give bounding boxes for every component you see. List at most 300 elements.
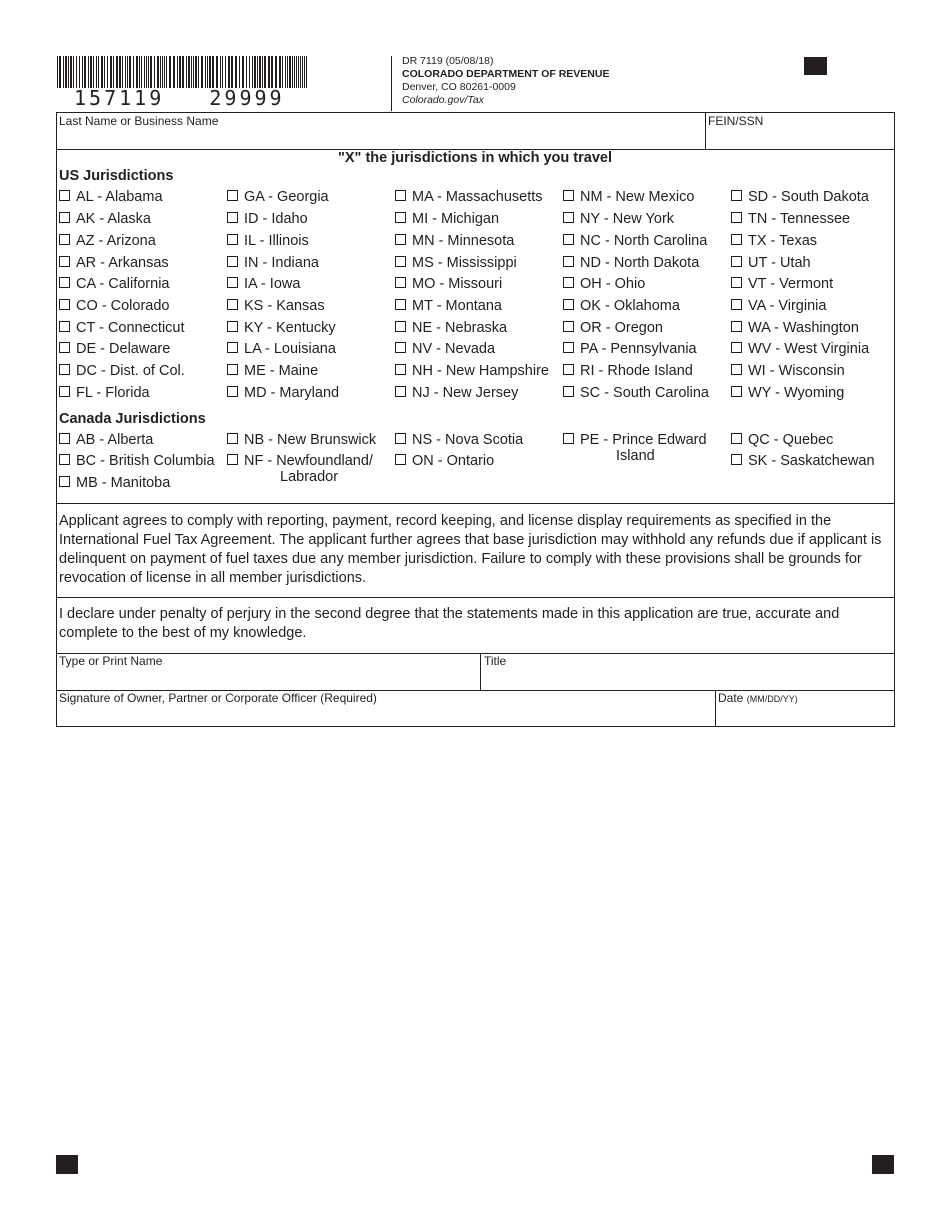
barcode-bar [79,56,80,88]
jurisdiction-label: CA - California [76,276,170,292]
barcode-bar [212,56,214,88]
jurisdiction-item[interactable] [227,320,336,336]
jurisdiction-label: AL - Alabama [76,189,163,205]
barcode-bar [228,56,230,88]
barcode-bar [173,56,175,88]
jurisdiction-label: DC - Dist. of Col. [76,363,185,379]
jurisdiction-item[interactable] [563,320,663,336]
jurisdiction-label-line2: Labrador [280,469,339,485]
barcode-bar [177,56,178,88]
checkbox[interactable] [59,234,70,245]
jurisdiction-item[interactable] [731,276,833,292]
jurisdiction-item[interactable] [563,298,680,314]
checkbox[interactable] [731,364,742,375]
barcode-bar [146,56,147,88]
barcode-bar [119,56,121,88]
jurisdiction-item[interactable] [395,320,507,336]
jurisdiction-label: OK - Oklahoma [580,298,680,314]
checkbox[interactable] [395,386,406,397]
jurisdiction-label: ON - Ontario [412,453,495,469]
barcode-bar [285,56,286,88]
jurisdiction-item[interactable] [731,255,811,271]
jurisdiction-label: FL - Florida [76,385,150,401]
title-label: Title [484,654,507,668]
barcode-bar [68,56,69,88]
checkbox[interactable] [563,364,574,375]
barcode-bar [76,56,77,88]
barcode-bar [271,56,273,88]
barcode-bar [222,56,223,88]
checkbox[interactable] [731,386,742,397]
print-name-label: Type or Print Name [59,654,163,668]
jurisdiction-label: UT - Utah [748,255,811,271]
jurisdiction-item[interactable] [731,432,833,448]
checkbox[interactable] [59,299,70,310]
jurisdiction-label: MB - Manitoba [76,475,171,491]
canada-jurisdictions-heading: Canada Jurisdictions [59,411,206,427]
form-id: DR 7119 (05/08/18) [402,55,494,67]
registration-mark-bottom-left [56,1155,78,1174]
barcode-bar [201,56,203,88]
jurisdiction-item[interactable] [59,233,156,249]
barcode-bar [262,56,263,88]
barcode-bar [268,56,270,88]
jurisdiction-item[interactable] [731,363,845,379]
jurisdiction-item[interactable] [59,255,169,271]
jurisdiction-item[interactable] [59,341,170,357]
jurisdiction-item[interactable] [731,189,869,205]
barcode-bar [127,56,128,88]
jurisdiction-label: QC - Quebec [748,432,834,448]
jurisdiction-item[interactable] [563,189,694,205]
jurisdiction-label: BC - British Columbia [76,453,215,469]
signature-field[interactable] [57,705,714,726]
barcode-bar [101,56,103,88]
checkbox[interactable] [227,212,238,223]
jurisdiction-label: NC - North Carolina [580,233,708,249]
jurisdiction-label: AK - Alaska [76,211,151,227]
barcode-bar [93,56,94,88]
jurisdiction-label: RI - Rhode Island [580,363,693,379]
jurisdiction-label: MA - Massachusetts [412,189,543,205]
jurisdiction-item[interactable] [731,211,850,227]
checkbox[interactable] [563,342,574,353]
date-format-hint: (MM/DD/YY) [746,694,798,704]
jurisdiction-label: OR - Oregon [580,320,663,336]
jurisdiction-item[interactable] [227,453,373,485]
checkbox[interactable] [59,364,70,375]
jurisdiction-label: CT - Connecticut [76,320,185,336]
department-address: Denver, CO 80261-0009 [402,81,516,93]
barcode [57,56,309,88]
jurisdiction-label: MT - Montana [412,298,502,314]
barcode-bar [205,56,206,88]
checkbox[interactable] [395,277,406,288]
barcode-bar [70,56,72,88]
checkbox[interactable] [731,321,742,332]
fein-label: FEIN/SSN [708,114,764,128]
jurisdiction-label: TN - Tennessee [748,211,851,227]
checkbox[interactable] [395,454,406,465]
jurisdiction-label: VA - Virginia [748,298,827,314]
barcode-bar [246,56,247,88]
header-divider [391,56,392,111]
jurisdiction-label: MD - Maryland [244,385,340,401]
barcode-bar [148,56,149,88]
jurisdiction-label: LA - Louisiana [244,341,336,357]
jurisdiction-item[interactable] [59,363,185,379]
checkbox[interactable] [731,256,742,267]
checkbox[interactable] [563,433,574,444]
jurisdiction-label: PE - Prince Edward [580,432,707,448]
jurisdiction-label: MO - Missouri [412,276,503,292]
jurisdiction-item[interactable] [395,341,495,357]
jurisdiction-label: DE - Delaware [76,341,171,357]
barcode-bar [113,56,114,88]
jurisdiction-item[interactable] [395,432,523,448]
declaration-text: I declare under penalty of perjury in the second degree that the statements made in this application are true, accurate and complete to the best of my knowledge. [59,606,840,641]
checkbox[interactable] [731,234,742,245]
barcode-bar [125,56,126,88]
barcode-bar [84,56,86,88]
barcode-bar [63,56,64,88]
jurisdiction-label: WA - Washington [748,320,859,336]
barcode-bar [252,56,253,88]
checkbox[interactable] [731,454,742,465]
barcode-bar [294,56,295,88]
barcode-bar [129,56,131,88]
checkbox[interactable] [395,321,406,332]
jurisdiction-item[interactable] [59,475,170,491]
barcode-bar [191,56,192,88]
jurisdiction-label: NF - Newfoundland/ [244,453,373,469]
jurisdiction-item[interactable] [731,385,844,401]
business-name-label: Last Name or Business Name [59,114,219,128]
jurisdiction-item[interactable] [59,453,215,469]
jurisdiction-item[interactable] [395,211,499,227]
checkbox[interactable] [227,364,238,375]
barcode-bar [144,56,145,88]
barcode-bar [182,56,184,88]
jurisdiction-item[interactable] [59,385,150,401]
checkbox[interactable] [563,212,574,223]
jurisdiction-label: WY - Wyoming [748,385,845,401]
jurisdiction-item[interactable] [563,432,707,464]
checkbox[interactable] [227,299,238,310]
barcode-bar [193,56,194,88]
barcode-bar [242,56,244,88]
barcode-bar [154,56,155,88]
jurisdiction-label: GA - Georgia [244,189,329,205]
checkbox[interactable] [227,190,238,201]
jurisdiction-item[interactable] [563,363,693,379]
jurisdiction-item[interactable] [395,255,517,271]
checkbox[interactable] [395,433,406,444]
fein-field[interactable] [706,128,894,149]
checkbox[interactable] [395,212,406,223]
jurisdiction-item[interactable] [563,341,697,357]
jurisdiction-label: KY - Kentucky [244,320,336,336]
jurisdiction-label: ND - North Dakota [580,255,700,271]
checkbox[interactable] [395,364,406,375]
checkbox[interactable] [59,342,70,353]
barcode-bar [150,56,152,88]
checkbox[interactable] [59,321,70,332]
date-label-wrap [718,691,798,705]
jurisdiction-item[interactable] [59,298,169,314]
barcode-bar [292,56,293,88]
checkbox[interactable] [563,386,574,397]
checkbox[interactable] [227,234,238,245]
jurisdiction-item[interactable] [227,276,300,292]
checkbox[interactable] [395,190,406,201]
checkbox[interactable] [395,234,406,245]
checkbox[interactable] [731,277,742,288]
barcode-bar [162,56,163,88]
jurisdiction-label: OH - Ohio [580,276,646,292]
signature-label: Signature of Owner, Partner or Corporate Officer (Required) [59,691,377,705]
barcode-bar [300,56,301,88]
jurisdiction-item[interactable] [563,276,645,292]
checkbox[interactable] [227,386,238,397]
jurisdiction-label: SD - South Dakota [748,189,869,205]
barcode-bar [169,56,171,88]
checkbox[interactable] [59,277,70,288]
barcode-bar [275,56,277,88]
jurisdiction-item[interactable] [227,385,339,401]
jurisdiction-item[interactable] [395,453,494,469]
jurisdiction-label: NB - New Brunswick [244,432,377,448]
barcode-bar [59,56,61,88]
checkbox[interactable] [227,321,238,332]
registration-mark-top-right [804,57,827,75]
jurisdiction-item[interactable] [227,189,329,205]
checkbox[interactable] [563,277,574,288]
barcode-bar [249,56,250,88]
barcode-bar [90,56,92,88]
checkbox[interactable] [563,256,574,267]
checkbox[interactable] [59,190,70,201]
barcode-bar [157,56,159,88]
barcode-bar [107,56,108,88]
barcode-bar [65,56,67,88]
checkbox[interactable] [59,433,70,444]
jurisdictions-heading: "X" the jurisdictions in which you travel [338,150,612,166]
jurisdiction-label: TX - Texas [748,233,818,249]
barcode-bar [141,56,142,88]
registration-mark-bottom-right [872,1155,894,1174]
barcode-bar [259,56,261,88]
jurisdiction-item[interactable] [227,341,336,357]
barcode-bar [257,56,258,88]
jurisdiction-item[interactable] [227,211,308,227]
jurisdiction-label: AR - Arkansas [76,255,169,271]
barcode-bar [188,56,190,88]
jurisdiction-item[interactable] [395,298,502,314]
checkbox[interactable] [59,476,70,487]
jurisdiction-label: VT - Vermont [748,276,834,292]
jurisdiction-item[interactable] [731,341,869,357]
barcode-bar [160,56,161,88]
barcode-bar [239,56,240,88]
barcode-bar [82,56,83,88]
barcode-bar [282,56,283,88]
jurisdiction-item[interactable] [563,211,674,227]
jurisdiction-item[interactable] [395,189,543,205]
title-field[interactable] [481,668,894,690]
barcode-bar [287,56,288,88]
checkbox[interactable] [227,256,238,267]
jurisdiction-item[interactable] [227,298,325,314]
jurisdiction-item[interactable] [563,385,709,401]
jurisdiction-label: KS - Kansas [244,298,325,314]
jurisdiction-label: AB - Alberta [76,432,154,448]
jurisdiction-label: SK - Saskatchewan [748,453,875,469]
jurisdiction-item[interactable] [59,432,153,448]
barcode-bar [110,56,112,88]
jurisdiction-item[interactable] [59,189,163,205]
jurisdiction-item[interactable] [731,453,875,469]
barcode-bar [207,56,208,88]
barcode-bar [296,56,297,88]
jurisdiction-label-line2: Island [616,448,655,464]
barcode-bar [88,56,89,88]
jurisdiction-item[interactable] [395,233,514,249]
us-jurisdictions-heading: US Jurisdictions [59,168,174,184]
jurisdiction-label: IN - Indiana [244,255,319,271]
barcode-bar [209,56,211,88]
jurisdiction-label: MN - Minnesota [412,233,515,249]
barcode-bar [133,56,134,88]
jurisdiction-item[interactable] [395,385,518,401]
jurisdiction-label: ME - Maine [244,363,319,379]
jurisdiction-item[interactable] [395,363,549,379]
barcode-bar [116,56,118,88]
jurisdiction-label: ID - Idaho [244,211,308,227]
checkbox[interactable] [227,342,238,353]
jurisdiction-item[interactable] [227,255,319,271]
barcode-bar [264,56,266,88]
barcode-bar [289,56,291,88]
barcode-bar [304,56,305,88]
department-website: Colorado.gov/Tax [402,94,484,106]
barcode-bar [220,56,221,88]
jurisdiction-item[interactable] [731,298,826,314]
checkbox[interactable] [227,454,238,465]
barcode-bar [179,56,181,88]
checkbox[interactable] [395,342,406,353]
jurisdiction-item[interactable] [563,255,699,271]
barcode-bar [254,56,256,88]
barcode-bar [96,56,97,88]
barcode-bar [198,56,199,88]
checkbox[interactable] [731,342,742,353]
jurisdiction-label: NY - New York [580,211,675,227]
checkbox[interactable] [59,454,70,465]
jurisdiction-label: NV - Nevada [412,341,496,357]
barcode-bar [104,56,105,88]
jurisdiction-item[interactable] [563,233,707,249]
checkbox[interactable] [563,321,574,332]
checkbox[interactable] [731,190,742,201]
jurisdiction-label: MI - Michigan [412,211,500,227]
jurisdiction-item[interactable] [59,211,151,227]
barcode-bar [279,56,281,88]
barcode-bar [164,56,165,88]
jurisdiction-item[interactable] [59,276,169,292]
agreement-text: Applicant agrees to comply with reporting, payment, record keeping, and license display requirements as specified in the International Fuel Tax Agreement. The applicant further agrees that base jurisdiction may withhold any refunds due if applicant is delinquent on payment of fuel taxes due any member jurisdiction. Failure to comply with these provisions shall be grounds for revocation of license in all member jurisdictions. [59,513,882,586]
checkbox[interactable] [563,299,574,310]
checkbox[interactable] [227,433,238,444]
jurisdiction-label: WI - Wisconsin [748,363,845,379]
barcode-bar [235,56,237,88]
jurisdiction-label: MS - Mississippi [412,255,517,271]
barcode-bar [166,56,167,88]
checkbox[interactable] [395,299,406,310]
barcode-number: 157119 29999 [74,86,285,110]
jurisdiction-item[interactable] [731,233,817,249]
barcode-bar [302,56,303,88]
jurisdiction-label: NM - New Mexico [580,189,695,205]
jurisdiction-item[interactable] [59,320,185,336]
barcode-bar [186,56,187,88]
jurisdiction-label: IL - Illinois [244,233,309,249]
barcode-bar [231,56,233,88]
jurisdiction-label: AZ - Arizona [76,233,156,249]
barcode-bar [136,56,138,88]
checkbox[interactable] [563,190,574,201]
jurisdiction-label: NE - Nebraska [412,320,508,336]
checkbox[interactable] [227,277,238,288]
date-label: Date [718,691,744,705]
jurisdiction-label: NH - New Hampshire [412,363,549,379]
barcode-bar [98,56,99,88]
barcode-bar [298,56,299,88]
checkbox[interactable] [731,212,742,223]
jurisdiction-label: CO - Colorado [76,298,170,314]
checkbox[interactable] [59,386,70,397]
checkbox[interactable] [731,299,742,310]
barcode-bar [57,56,58,88]
barcode-bar [306,56,307,88]
business-name-field[interactable] [57,128,704,149]
checkbox[interactable] [59,256,70,267]
barcode-bar [73,56,74,88]
jurisdiction-item[interactable] [227,233,309,249]
jurisdiction-label: WV - West Virginia [748,341,870,357]
form-header [402,55,609,107]
jurisdiction-item[interactable] [227,432,376,448]
jurisdiction-label: NS - Nova Scotia [412,432,524,448]
barcode-bar [216,56,218,88]
checkbox[interactable] [59,212,70,223]
jurisdiction-item[interactable] [731,320,859,336]
barcode-bar [139,56,140,88]
barcode-bar [122,56,123,88]
barcode-bar [225,56,226,88]
checkbox[interactable] [563,234,574,245]
checkbox[interactable] [395,256,406,267]
jurisdiction-item[interactable] [227,363,318,379]
print-name-field[interactable] [57,668,479,690]
date-field[interactable] [716,705,894,726]
jurisdiction-label: NJ - New Jersey [412,385,519,401]
jurisdiction-label: SC - South Carolina [580,385,709,401]
checkbox[interactable] [731,433,742,444]
jurisdiction-label: IA - Iowa [244,276,301,292]
jurisdiction-item[interactable] [395,276,502,292]
jurisdiction-label: PA - Pennsylvania [580,341,697,357]
